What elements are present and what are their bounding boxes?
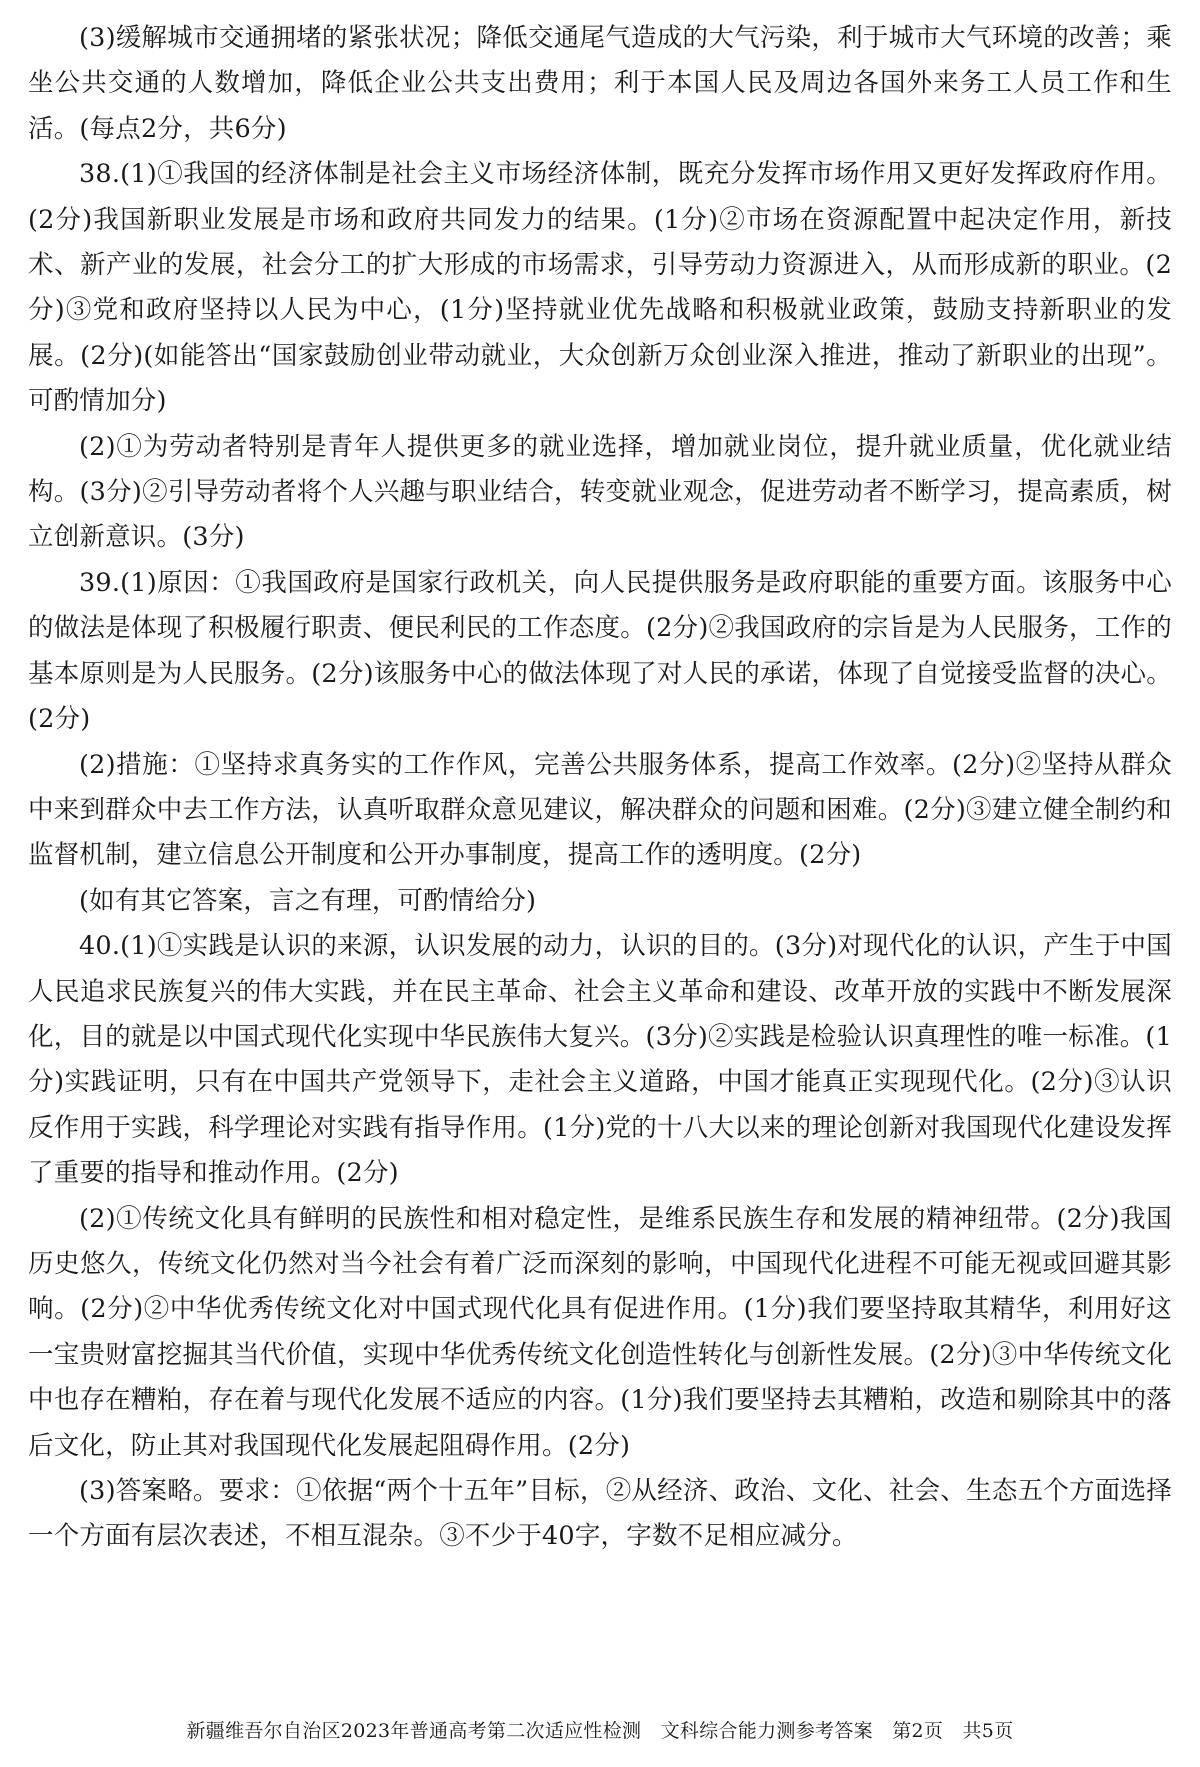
- answer-39-1: 39.(1)原因：①我国政府是国家行政机关，向人民提供服务是政府职能的重要方面。该服务中心的做法是体现了积极履行职责、便民利民的工作态度。(2分)②我国政府的宗旨是为人民服务，工作的基本原则是为人民服务。(2分)该服务中心的做法体现了对人民的承诺，体现了自觉接受监督的决心。(2分): [28, 567, 1172, 735]
- answer-40-2: (2)①传统文化具有鲜明的民族性和相对稳定性，是维系民族生存和发展的精神纽带。(2分)我国历史悠久，传统文化仍然对当今社会有着广泛而深刻的影响，中国现代化进程不可能无视或回避其影响。(2分)②中华优秀传统文化对中国式现代化具有促进作用。(1分)我们要坚持取其精华，利用好这一宝贵财富挖掘其当代价值，实现中华优秀传统文化创造性转化与创新性发展。(2分)③中华传统文化中也存在糟粕，存在着与现代化发展不适应的内容。(1分)我们要坚持去其糟粕，改造和剔除其中的落后文化，防止其对我国现代化发展起阻碍作用。(2分): [28, 1203, 1172, 1461]
- page-footer: 新疆维吾尔自治区2023年普通高考第二次适应性检测 文科综合能力测参考答案 第2页 共5页: [186, 1720, 1014, 1742]
- answer-39-note: (如有其它答案，言之有理，可酌情给分): [79, 885, 537, 916]
- answer-38-2: (2)①为劳动者特别是青年人提供更多的就业选择，增加就业岗位，提升就业质量，优化就业结构。(3分)②引导劳动者将个人兴趣与职业结合，转变就业观念，促进劳动者不断学习，提高素质，树立创新意识。(3分): [28, 431, 1172, 553]
- answer-39-2: (2)措施：①坚持求真务实的工作作风，完善公共服务体系，提高工作效率。(2分)②坚持从群众中来到群众中去工作方法，认真听取群众意见建议，解决群众的问题和困难。(2分)③建立健全制约和监督机制，建立信息公开制度和公开办事制度，提高工作的透明度。(2分): [28, 749, 1172, 871]
- answer-37-3: (3)缓解城市交通拥堵的紧张状况；降低交通尾气造成的大气污染，利于城市大气环境的改善；乘坐公共交通的人数增加，降低企业公共支出费用；利于本国人民及周边各国外来务工人员工作和生活。(每点2分，共6分): [28, 23, 1172, 144]
- answer-38-1: 38.(1)①我国的经济体制是社会主义市场经济体制，既充分发挥市场作用又更好发挥政府作用。(2分)我国新职业发展是市场和政府共同发力的结果。(1分)②市场在资源配置中起决定作用，新技术、新产业的发展，社会分工的扩大形成的市场需求，引导劳动力资源进入，从而形成新的职业。(2分)③党和政府坚持以人民为中心，(1分)坚持就业优先战略和积极就业政策，鼓励支持新职业的发展。(2分)(如能答出“国家鼓励创业带动就业，大众创新万众创业深入推进，推动了新职业的出现”。可酌情加分): [28, 159, 1172, 417]
- answer-page: [28, 16, 1172, 1560]
- answer-40-1: 40.(1)①实践是认识的来源，认识发展的动力，认识的目的。(3分)对现代化的认识，产生于中国人民追求民族复兴的伟大实践，并在民主革命、社会主义革命和建设、改革开放的实践中不断发展深化，目的就是以中国式现代化实现中华民族伟大复兴。(3分)②实践是检验认识真理性的唯一标准。(1分)实践证明，只有在中国共产党领导下，走社会主义道路，中国才能真正实现现代化。(2分)③认识反作用于实践，科学理论对实践有指导作用。(1分)党的十八大以来的理论创新对我国现代化建设发挥了重要的指导和推动作用。(2分): [28, 931, 1172, 1189]
- answer-40-3: (3)答案略。要求：①依据“两个十五年”目标，②从经济、政治、文化、社会、生态五个方面选择一个方面有层次表述，不相互混杂。③不少于40字，字数不足相应减分。: [28, 1476, 1172, 1552]
